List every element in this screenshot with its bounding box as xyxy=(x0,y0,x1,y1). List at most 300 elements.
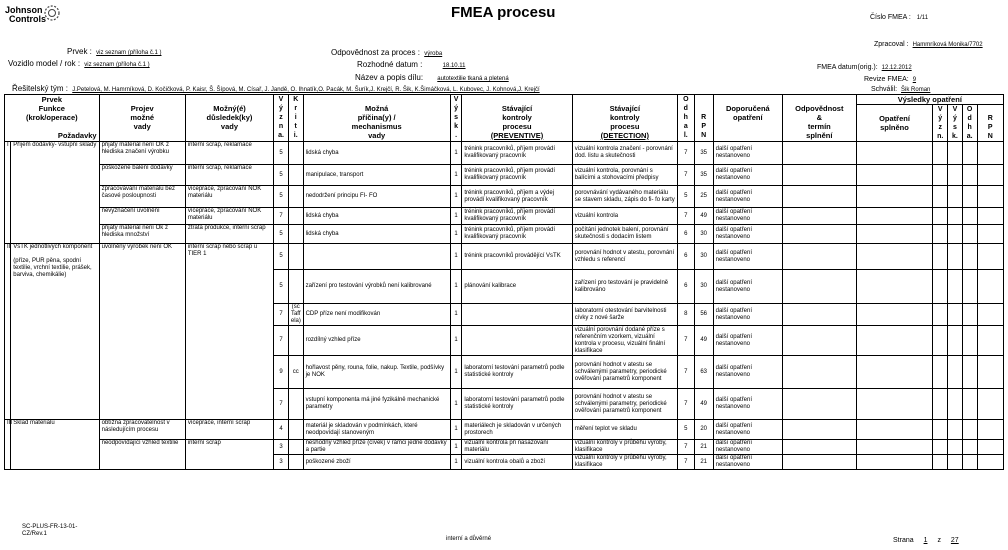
detection-control: vizuální kontrola, porovnání s balícími a stohovacími předpisy xyxy=(572,165,677,186)
severity-value: 7 xyxy=(274,304,289,326)
header-detection: Stávající kontroly procesu (DETECTION) xyxy=(572,95,677,142)
table-row xyxy=(5,165,1004,186)
prevention-control: trénink pracovníků, příjem provádí kvalifikovaný pracovník xyxy=(462,208,572,225)
prevention-control: trénink pracovníků, příjem provádí kvalifikovaný pracovník xyxy=(462,165,572,186)
fmea-table xyxy=(4,94,1004,470)
result-detection-cell xyxy=(962,304,977,326)
recommended-action: další opatření nestanoveno xyxy=(713,356,782,389)
table-row xyxy=(5,244,1004,270)
severity-value: 9 xyxy=(274,356,289,389)
header-prvek: Prvek Funkce (krok/operace) Požadavky xyxy=(5,95,100,142)
action-done-cell xyxy=(856,420,933,440)
prevention-control: trénink pracovníků, příjem provádí kvalifikovaný pracovník xyxy=(462,225,572,244)
occurrence-value: 1 xyxy=(450,142,462,165)
strana-label: Strana xyxy=(893,537,914,544)
detection-rating: 7 xyxy=(677,326,694,356)
criticality-value xyxy=(288,142,303,165)
result-occurrence-cell xyxy=(948,142,963,165)
result-rpn-cell xyxy=(977,165,1003,186)
rpn-value: 49 xyxy=(694,389,713,420)
severity-value: 5 xyxy=(274,186,289,208)
nazev-label: Název a popis dílu: xyxy=(355,73,424,82)
cause-text: lidská chyba xyxy=(303,225,450,244)
strana-value: 1 xyxy=(923,537,928,544)
header-vyznam: V ý z n a. xyxy=(274,95,289,142)
fmea-datum xyxy=(817,64,912,71)
rpn-value: 35 xyxy=(694,142,713,165)
header-kritic: K r i t i. xyxy=(288,95,303,142)
header-res-vy: V ý s k. xyxy=(948,105,963,142)
failure-mode: obtížná zpracovatelnost v následujícím procesu xyxy=(99,420,185,440)
recommended-action: další opatření nestanoveno xyxy=(713,186,782,208)
action-done-cell xyxy=(856,389,933,420)
criticality-value xyxy=(288,208,303,225)
result-severity-cell xyxy=(933,440,948,455)
detection-rating: 7 xyxy=(677,455,694,470)
detection-control: porovnání hodnot v atestu se schválenými parametry, periodické ověřování parametrů komponent xyxy=(572,389,677,420)
rpn-value: 63 xyxy=(694,356,713,389)
occurrence-value: 1 xyxy=(450,208,462,225)
rpn-value: 56 xyxy=(694,304,713,326)
recommended-action: další opatření nestanoveno xyxy=(713,208,782,225)
recommended-action: další opatření nestanoveno xyxy=(713,225,782,244)
nazev-meta xyxy=(355,73,509,82)
criticality-value xyxy=(288,440,303,455)
result-severity-cell xyxy=(933,389,948,420)
cislo-value: 1/11 xyxy=(916,15,929,21)
company-logo xyxy=(5,6,46,24)
result-severity-cell xyxy=(933,142,948,165)
result-detection-cell xyxy=(962,186,977,208)
rpn-value: 21 xyxy=(694,455,713,470)
table-row xyxy=(5,440,1004,455)
failure-effect: ztráta produkce, interní scrap xyxy=(185,225,273,244)
detection-control: vizuální kontrola značení - porovnání dod. listu a skutečnosti xyxy=(572,142,677,165)
detection-rating: 7 xyxy=(677,165,694,186)
result-severity-cell xyxy=(933,244,948,270)
recommended-action: další opatření nestanoveno xyxy=(713,420,782,440)
detection-control: zařízení pro testování je pravidelně kalibrováno xyxy=(572,270,677,304)
result-severity-cell xyxy=(933,326,948,356)
action-done-cell xyxy=(856,165,933,186)
table-row xyxy=(5,142,1004,165)
fmea-datum-label: FMEA datum(orig.): xyxy=(817,64,878,71)
result-severity-cell xyxy=(933,455,948,470)
header-vysledky: Výsledky opatření xyxy=(856,95,1003,105)
failure-mode: neodpovídající vzhled textilie xyxy=(99,440,185,470)
detection-rating: 7 xyxy=(677,356,694,389)
cause-text: zařízení pro testování výrobků není kalibrované xyxy=(303,270,450,304)
result-detection-cell xyxy=(962,440,977,455)
logo-line2: Controls xyxy=(9,14,46,24)
action-done-cell xyxy=(856,186,933,208)
action-done-cell xyxy=(856,440,933,455)
failure-mode: uvolněný výrobek není OK xyxy=(99,244,185,420)
prevention-control: trénink pracovníků provádějící VsTK xyxy=(462,244,572,270)
occurrence-value: 1 xyxy=(450,304,462,326)
severity-value: 3 xyxy=(274,455,289,470)
fmea-datum-value: 12.12.2012 xyxy=(881,65,912,71)
result-rpn-cell xyxy=(977,356,1003,389)
detection-control: vizuální kontrola xyxy=(572,208,677,225)
schvalil xyxy=(871,86,930,93)
failure-effect: vícepráce, zpracování NOK materiálu xyxy=(185,186,273,208)
result-detection-cell xyxy=(962,165,977,186)
rpn-value: 30 xyxy=(694,225,713,244)
cause-text: lidská chyba xyxy=(303,142,450,165)
zpracoval xyxy=(874,41,983,48)
occurrence-value: 1 xyxy=(450,420,462,440)
tym-meta xyxy=(12,84,540,93)
recommended-action: další opatření nestanoveno xyxy=(713,165,782,186)
rpn-value: 21 xyxy=(694,440,713,455)
occurrence-value: 1 xyxy=(450,244,462,270)
action-done-cell xyxy=(856,304,933,326)
revize-value: 9 xyxy=(912,77,917,83)
responsibility-cell xyxy=(783,389,857,420)
header-res-rpn: R P N xyxy=(977,105,1003,142)
recommended-action: další opatření nestanoveno xyxy=(713,389,782,420)
result-severity-cell xyxy=(933,225,948,244)
severity-value: 5 xyxy=(274,142,289,165)
zpracoval-value: Hammríková Monika/7702 xyxy=(912,42,983,48)
schvalil-label: Schválil: xyxy=(871,86,898,93)
prevention-control: plánování kalibrace xyxy=(462,270,572,304)
footer-code: SC-PLUS-FR-13-01-CZ/Rev.1 xyxy=(22,524,78,537)
responsibility-cell xyxy=(783,304,857,326)
detection-rating: 6 xyxy=(677,270,694,304)
criticality-value xyxy=(288,270,303,304)
logo-line1: Johnson xyxy=(5,5,43,15)
detection-control: vizuální kontroly v průběhu výroby, klasifikace xyxy=(572,455,677,470)
prevention-control: vizuální kontrola obalů a zboží xyxy=(462,455,572,470)
action-done-cell xyxy=(856,455,933,470)
rpn-value: 25 xyxy=(694,186,713,208)
failure-effect: vícepráce, zpracování NOK materiálu xyxy=(185,208,273,225)
result-severity-cell xyxy=(933,420,948,440)
recommended-action: další opatření nestanoveno xyxy=(713,244,782,270)
result-severity-cell xyxy=(933,270,948,304)
failure-effect: vícepráce, interní scrap xyxy=(185,420,273,440)
table-row xyxy=(5,208,1004,225)
result-occurrence-cell xyxy=(948,244,963,270)
prevention-control: laboratorní testování parametrů podle statistické kontroly xyxy=(462,389,572,420)
header-prevention: Stávající kontroly procesu (PREVENTIVE) xyxy=(462,95,572,142)
result-occurrence-cell xyxy=(948,356,963,389)
footer-confidential: interní a důvěrné xyxy=(446,536,492,542)
table-row xyxy=(5,186,1004,208)
group-function xyxy=(11,142,99,244)
page-counter xyxy=(893,537,959,544)
logo-swirl-icon xyxy=(43,4,61,22)
tym-value: J.Petelová, M. Hamrníková, D. Kočičková, P. Kaisr, Š. Šípová, M. Císař, J. Jandě, O. Ihnatík,O. Pacák, M. Šurík,J. Krejčí, R. Šik, K.Šimáčková, L. Kubovec, J. Kohnová,J. Krejčí xyxy=(72,87,540,93)
rpn-value: 35 xyxy=(694,165,713,186)
severity-value: 7 xyxy=(274,208,289,225)
action-done-cell xyxy=(856,244,933,270)
result-rpn-cell xyxy=(977,208,1003,225)
header-opatreni: Opatření splněno xyxy=(856,105,933,142)
prevention-control: laboratorní testování parametrů podle statistické kontroly xyxy=(462,356,572,389)
cause-text: materiál je skladován v podmínkách, které neodpovídají stanoveným xyxy=(303,420,450,440)
header-doporucena: Doporučená opatření xyxy=(713,95,782,142)
criticality-value: (sc Taff ela) xyxy=(288,304,303,326)
result-detection-cell xyxy=(962,420,977,440)
detection-rating: 7 xyxy=(677,142,694,165)
rpn-value: 30 xyxy=(694,270,713,304)
prvek-meta xyxy=(67,47,162,56)
responsibility-cell xyxy=(783,440,857,455)
severity-value: 5 xyxy=(274,165,289,186)
header-res-v: V ý z n. xyxy=(933,105,948,142)
cause-text: neshodný vzhled příze (cívek) v rámci jedné dodávky a partie xyxy=(303,440,450,455)
criticality-value xyxy=(288,244,303,270)
schvalil-value: Šik Roman xyxy=(901,87,931,93)
result-rpn-cell xyxy=(977,270,1003,304)
occurrence-value: 1 xyxy=(450,225,462,244)
failure-mode: zpracovávání materiálu bez časové posloupnosti xyxy=(99,186,185,208)
result-severity-cell xyxy=(933,304,948,326)
failure-mode: poškozené balení dodávky xyxy=(99,165,185,186)
detection-rating: 7 xyxy=(677,389,694,420)
result-rpn-cell xyxy=(977,142,1003,165)
result-occurrence-cell xyxy=(948,225,963,244)
recommended-action: další opatření nestanoveno xyxy=(713,326,782,356)
occurrence-value: 1 xyxy=(450,186,462,208)
responsibility-cell xyxy=(783,326,857,356)
criticality-value: cc xyxy=(288,356,303,389)
detection-rating: 7 xyxy=(677,208,694,225)
result-occurrence-cell xyxy=(948,208,963,225)
result-occurrence-cell xyxy=(948,440,963,455)
result-rpn-cell xyxy=(977,420,1003,440)
result-rpn-cell xyxy=(977,440,1003,455)
severity-value: 5 xyxy=(274,244,289,270)
failure-effect: interní scrap nebo scrap u TIER 1 xyxy=(185,244,273,420)
header-odpovednost: Odpovědnost & termín splnění xyxy=(783,95,857,142)
criticality-value xyxy=(288,420,303,440)
criticality-value xyxy=(288,326,303,356)
group-number: III xyxy=(5,420,11,470)
result-detection-cell xyxy=(962,389,977,420)
result-occurrence-cell xyxy=(948,165,963,186)
detection-control: laboratorní otestování barvitelnosti cívky z nové šarže xyxy=(572,304,677,326)
header-odhal: O d h a l. xyxy=(677,95,694,142)
responsibility-cell xyxy=(783,186,857,208)
prvek-value: viz seznam (příloha č.1 ) xyxy=(96,50,162,56)
severity-value: 5 xyxy=(274,225,289,244)
group-function xyxy=(11,244,99,420)
result-detection-cell xyxy=(962,208,977,225)
result-severity-cell xyxy=(933,208,948,225)
header-vyskyt: V ý s k . xyxy=(450,95,462,142)
group-function xyxy=(11,420,99,470)
table-row xyxy=(5,420,1004,440)
failure-mode: nevyznačení uvolnění xyxy=(99,208,185,225)
result-detection-cell xyxy=(962,142,977,165)
detection-rating: 8 xyxy=(677,304,694,326)
detection-rating: 6 xyxy=(677,225,694,244)
detection-rating: 5 xyxy=(677,420,694,440)
result-detection-cell xyxy=(962,270,977,304)
cause-text: rozdílný vzhled příze xyxy=(303,326,450,356)
result-occurrence-cell xyxy=(948,304,963,326)
prevention-control: trénink pracovníků, příjem a výdej provádí kvalifikovaný pracovník xyxy=(462,186,572,208)
cause-text: manipulace, transport xyxy=(303,165,450,186)
occurrence-value: 1 xyxy=(450,356,462,389)
odpovednost-label: Odpovědnost za proces : xyxy=(331,48,420,57)
action-done-cell xyxy=(856,270,933,304)
cause-text: nedodržení principu FI- FO xyxy=(303,186,450,208)
result-rpn-cell xyxy=(977,244,1003,270)
severity-value: 4 xyxy=(274,420,289,440)
result-rpn-cell xyxy=(977,186,1003,208)
function-name: Sklad materiálu xyxy=(13,420,55,426)
zpracoval-label: Zpracoval : xyxy=(874,41,909,48)
recommended-action: další opatření nestanoveno xyxy=(713,270,782,304)
result-rpn-cell xyxy=(977,225,1003,244)
group-number: II xyxy=(5,244,11,420)
group-number: I xyxy=(5,142,11,244)
detection-rating: 5 xyxy=(677,186,694,208)
prevention-control: trénink pracovníků, příjem provádí kvalifikovaný pracovník xyxy=(462,142,572,165)
recommended-action: další opatření nestanoveno xyxy=(713,304,782,326)
criticality-value xyxy=(288,225,303,244)
responsibility-cell xyxy=(783,244,857,270)
nazev-value: autotextilie tkaná a pletená xyxy=(437,76,509,82)
result-occurrence-cell xyxy=(948,455,963,470)
detection-control: měření teplot ve skladu xyxy=(572,420,677,440)
result-rpn-cell xyxy=(977,304,1003,326)
occurrence-value: 1 xyxy=(450,270,462,304)
prevention-control: materiálech je skladován v určených prostorech xyxy=(462,420,572,440)
result-detection-cell xyxy=(962,326,977,356)
responsibility-cell xyxy=(783,420,857,440)
rozhodne-meta xyxy=(357,60,466,69)
cause-text: hořlavost pěny, rouna, folie, nakup. Textile, podšívky je NOK xyxy=(303,356,450,389)
result-occurrence-cell xyxy=(948,186,963,208)
result-occurrence-cell xyxy=(948,270,963,304)
function-name: Příjem dodávky- vstupní sklady xyxy=(13,142,97,148)
header-res-o: O d h a. xyxy=(962,105,977,142)
result-occurrence-cell xyxy=(948,420,963,440)
prevention-control xyxy=(462,326,572,356)
z-label: z xyxy=(937,537,941,544)
occurrence-value: 1 xyxy=(450,455,462,470)
header-rpn: R P N xyxy=(694,95,713,142)
failure-effect: interní scrap, reklamace xyxy=(185,165,273,186)
rpn-value: 30 xyxy=(694,244,713,270)
table-row xyxy=(5,225,1004,244)
result-severity-cell xyxy=(933,165,948,186)
detection-control: porovnání hodnot v atestu, porovnání vzhledu s referencí xyxy=(572,244,677,270)
criticality-value xyxy=(288,186,303,208)
vozidlo-value: viz seznam (příloha č.1 ) xyxy=(84,62,150,68)
action-done-cell xyxy=(856,326,933,356)
function-name: VsTK jednotlivých komponent xyxy=(13,244,93,250)
action-done-cell xyxy=(856,356,933,389)
revize xyxy=(864,76,916,83)
severity-value: 3 xyxy=(274,440,289,455)
result-severity-cell xyxy=(933,356,948,389)
detection-rating: 7 xyxy=(677,440,694,455)
result-detection-cell xyxy=(962,356,977,389)
revize-label: Revize FMEA: xyxy=(864,76,909,83)
action-done-cell xyxy=(856,142,933,165)
cislo-label: Číslo FMEA : xyxy=(870,14,911,21)
header-dusledek: Možný(é) důsledek(ky) vady xyxy=(185,95,273,142)
detection-control: počítání jednotek balení, porovnání skutečnosti s dodacím listem xyxy=(572,225,677,244)
occurrence-value: 1 xyxy=(450,389,462,420)
result-detection-cell xyxy=(962,225,977,244)
result-rpn-cell xyxy=(977,455,1003,470)
responsibility-cell xyxy=(783,208,857,225)
cause-text xyxy=(303,244,450,270)
responsibility-cell xyxy=(783,356,857,389)
responsibility-cell xyxy=(783,165,857,186)
rpn-value: 20 xyxy=(694,420,713,440)
tym-label: Řešitelský tým : xyxy=(12,84,69,93)
action-done-cell xyxy=(856,225,933,244)
header-pricina: Možná příčina(y) / mechanismus vady xyxy=(303,95,450,142)
result-severity-cell xyxy=(933,186,948,208)
cause-text: lidská chyba xyxy=(303,208,450,225)
rpn-value: 49 xyxy=(694,326,713,356)
page-title: FMEA procesu xyxy=(451,4,556,21)
occurrence-value: 1 xyxy=(450,165,462,186)
severity-value: 7 xyxy=(274,326,289,356)
responsibility-cell xyxy=(783,455,857,470)
prvek-label: Prvek : xyxy=(67,47,92,56)
rpn-value: 49 xyxy=(694,208,713,225)
detection-control: porovnávání vydávaného materiálu se stavem skladu, zápis do fi- fo karty xyxy=(572,186,677,208)
severity-value: 7 xyxy=(274,389,289,420)
occurrence-value: 1 xyxy=(450,440,462,455)
detection-control: vizuální kontroly v průběhu výroby, klasifikace xyxy=(572,440,677,455)
failure-mode: přijatý materiál není OK z hlediska značení výrobku xyxy=(99,142,185,165)
recommended-action: další opatření nestanoveno xyxy=(713,455,782,470)
odpovednost-value: výroba xyxy=(424,51,443,57)
result-rpn-cell xyxy=(977,389,1003,420)
result-occurrence-cell xyxy=(948,389,963,420)
severity-value: 5 xyxy=(274,270,289,304)
failure-mode: přijatý materiál není Ok z hlediska množství xyxy=(99,225,185,244)
occurrence-value: 1 xyxy=(450,326,462,356)
rozhodne-value: 18.10.11 xyxy=(442,63,466,69)
failure-effect: interní scrap xyxy=(185,440,273,470)
prevention-control xyxy=(462,304,572,326)
vozidlo-meta xyxy=(8,59,150,68)
responsibility-cell xyxy=(783,225,857,244)
action-done-cell xyxy=(856,208,933,225)
recommended-action: další opatření nestanoveno xyxy=(713,142,782,165)
vozidlo-label: Vozidlo model / rok : xyxy=(8,59,81,68)
responsibility-cell xyxy=(783,142,857,165)
detection-control: porovnání hodnot v atestu se schválenými parametry, periodické ověřování parametrů komponent xyxy=(572,356,677,389)
cislo-fmea xyxy=(870,14,928,21)
cause-text: CDP příze není modifikován xyxy=(303,304,450,326)
z-value: 27 xyxy=(950,537,959,544)
recommended-action: další opatření nestanoveno xyxy=(713,440,782,455)
criticality-value xyxy=(288,165,303,186)
fmea-body xyxy=(5,142,1004,470)
result-detection-cell xyxy=(962,455,977,470)
result-occurrence-cell xyxy=(948,326,963,356)
result-rpn-cell xyxy=(977,326,1003,356)
function-detail: (příze, PUR pěna, spodní textilie, vrchní textilie, prášek, barviva, chemikálie) xyxy=(13,258,92,278)
criticality-value xyxy=(288,389,303,420)
odpovednost-meta xyxy=(331,48,442,57)
detection-rating: 6 xyxy=(677,244,694,270)
